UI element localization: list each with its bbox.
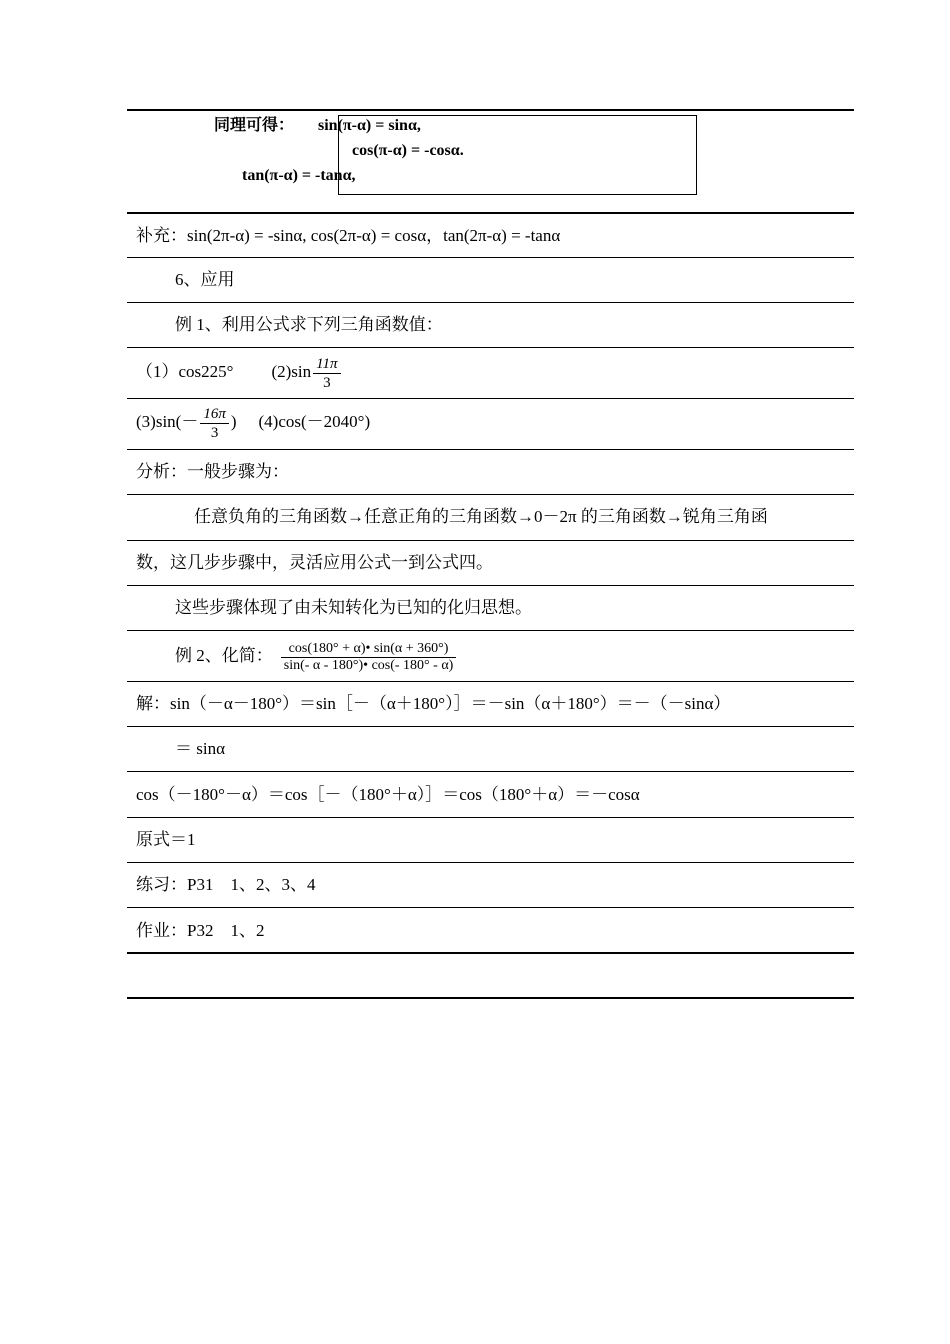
- rule: [127, 212, 854, 214]
- box-label: 同理可得：: [214, 117, 295, 134]
- rule: [127, 907, 854, 908]
- rule: [127, 494, 854, 495]
- example2-fraction: [281, 641, 457, 674]
- analysis-line2: 数，这几步步骤中，灵活应用公式一到公式四。: [136, 553, 493, 572]
- example1-q2-fraction: [313, 355, 340, 392]
- rule: [127, 771, 854, 772]
- rule: [127, 862, 854, 863]
- analysis-label: 分析：一般步骤为：: [136, 462, 289, 481]
- rule: [127, 398, 854, 399]
- box-formula-sin: sin(π-α) = sinα,: [318, 117, 421, 134]
- fraction-numerator: 11π: [313, 355, 340, 374]
- rule: [127, 347, 854, 348]
- example1-q3-suffix: ): [230, 412, 237, 431]
- rule: [127, 726, 854, 727]
- example1-q3-prefix: (3)sin(－: [136, 412, 199, 431]
- rule: [127, 817, 854, 818]
- solution-line2: ＝ sinα: [175, 739, 225, 758]
- rule: [127, 302, 854, 303]
- rule: [127, 540, 854, 541]
- example1-q3-fraction: [200, 405, 229, 442]
- box-formula-tan: tan(π-α) = -tanα,: [242, 167, 356, 184]
- rule: [127, 952, 854, 954]
- bottom-rule: [127, 997, 854, 999]
- section-heading: 6、应用: [175, 270, 235, 289]
- fraction-denominator: sin(- α - 180°)• cos(- 180° - α): [283, 657, 454, 673]
- example2-row: [175, 634, 458, 678]
- example2-title: 例 2、化简：: [175, 646, 273, 665]
- example1-title: 例 1、利用公式求下列三角函数值：: [175, 315, 443, 334]
- homework-text: 作业：P32 1、2: [136, 921, 265, 940]
- solution-line1: 解：sin（－α－180°）＝sin［－（α＋180°）］＝－sin（α＋180°）＝－（－sinα）: [136, 694, 731, 713]
- example1-q2-prefix: (2)sin: [271, 362, 312, 381]
- solution-line4: 原式＝1: [136, 830, 196, 849]
- rule: [127, 449, 854, 450]
- fraction-numerator: cos(180° + α)• sin(α + 360°): [281, 641, 457, 658]
- practice-text: 练习：P31 1、2、3、4: [136, 875, 316, 894]
- rule: [127, 585, 854, 586]
- rule: [127, 630, 854, 631]
- rule: [127, 257, 854, 258]
- top-rule: [127, 109, 854, 111]
- fraction-denominator: 3: [210, 424, 219, 441]
- analysis-line3: 这些步骤体现了由未知转化为已知的化归思想。: [175, 598, 532, 617]
- supplement-text: 补充：sin(2π-α) = -sinα, cos(2π-α) = cosα，tan(2π-α) = -tanα: [136, 226, 561, 245]
- analysis-line1: 任意负角的三角函数→任意正角的三角函数→0－2π 的三角函数→锐角三角函: [194, 507, 768, 526]
- example1-q4: (4)cos(－2040°): [258, 412, 371, 431]
- example1-row2: [136, 402, 370, 442]
- example1-row1: [136, 352, 343, 392]
- box-formula-cos: cos(π-α) = -cosα.: [352, 142, 464, 159]
- rule: [127, 681, 854, 682]
- solution-line3: cos（－180°－α）＝cos［－（180°＋α）］＝cos（180°＋α）＝－cosα: [136, 785, 640, 804]
- fraction-numerator: 16π: [200, 405, 229, 424]
- fraction-denominator: 3: [323, 374, 331, 391]
- example1-q1: （1）cos225°: [136, 362, 234, 381]
